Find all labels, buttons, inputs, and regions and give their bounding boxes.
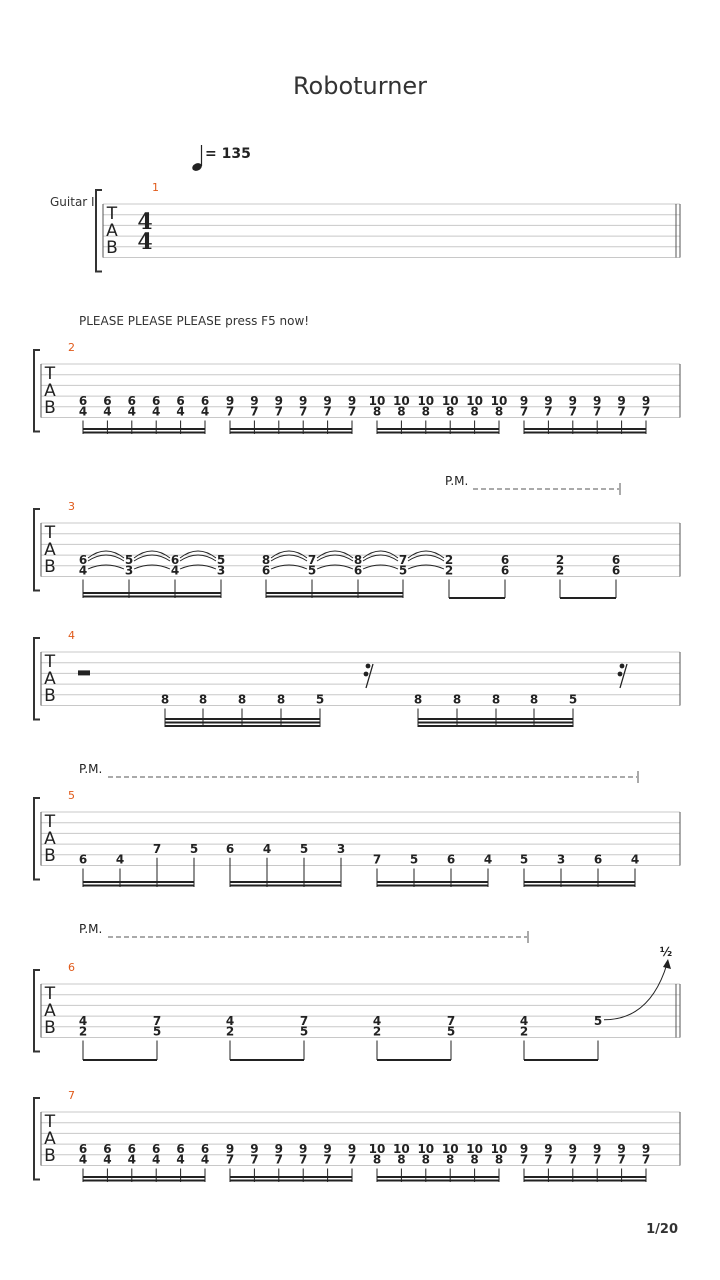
tab-clef-letter: T [106, 204, 118, 224]
fret-number: 6 [593, 852, 603, 867]
fret-number: 7 [274, 1152, 283, 1167]
fret-number: 8 [421, 404, 430, 419]
fret-number: 5 [446, 1024, 456, 1039]
fret-number: 2 [444, 552, 454, 567]
staff-bracket [96, 190, 102, 272]
fret-number: 8 [494, 1152, 504, 1167]
page-indicator: 1/20 [646, 1222, 678, 1237]
tempo-marking: = 135 [205, 146, 251, 162]
tab-clef-letter: B [44, 846, 56, 866]
fret-number: 9 [299, 1141, 308, 1156]
fret-number: 8 [413, 692, 423, 707]
slur-arc [363, 551, 398, 558]
fret-number: 7 [641, 404, 651, 419]
fret-number: 10 [441, 1141, 459, 1156]
tab-clef-letter: B [44, 557, 56, 577]
measure-number: 1 [152, 181, 159, 194]
fret-number: 8 [494, 404, 504, 419]
fret-number: 9 [250, 1141, 259, 1156]
fret-number: 7 [593, 1152, 602, 1167]
sixteenth-rest-icon [618, 672, 623, 677]
slur-arc [88, 555, 124, 561]
palm-mute-label: P.M. [79, 922, 103, 936]
fret-number: 6 [127, 1141, 136, 1156]
fret-number: 7 [299, 1152, 308, 1167]
fret-number: 8 [421, 1152, 430, 1167]
fret-number: 6 [611, 563, 621, 578]
fret-number: 7 [519, 404, 529, 419]
quarter-note-icon [191, 145, 203, 172]
fret-number: 9 [641, 1141, 651, 1156]
staff-bracket [34, 350, 40, 432]
fret-number: 7 [225, 1152, 235, 1167]
measure-number: 6 [68, 961, 75, 974]
tab-clef-letter: B [44, 1146, 56, 1166]
fret-number: 4 [630, 852, 640, 867]
tab-clef-letter: A [44, 1129, 56, 1149]
fret-number: 4 [200, 404, 210, 419]
fret-number: 10 [490, 393, 508, 408]
tab-clef-letter: B [44, 1018, 56, 1038]
fret-number: 8 [372, 1152, 382, 1167]
slur-arc [363, 555, 398, 561]
tab-clef-letter: T [44, 523, 56, 543]
fret-number: 7 [519, 1152, 529, 1167]
fret-number: 10 [466, 393, 483, 408]
measure-number: 4 [68, 629, 75, 642]
bend-arrow-icon [663, 959, 671, 969]
fret-number: 9 [519, 1141, 529, 1156]
fret-number: 8 [276, 692, 286, 707]
slur-arc [180, 551, 216, 558]
fret-number: 4 [127, 1152, 136, 1167]
slur-arc [317, 551, 353, 558]
fret-number: 7 [274, 404, 283, 419]
fret-number: 9 [225, 393, 235, 408]
fret-number: 9 [544, 393, 553, 408]
fret-number: 6 [353, 563, 363, 578]
slur-arc [180, 555, 216, 561]
fret-number: 4 [176, 404, 185, 419]
fret-number: 7 [347, 404, 357, 419]
fret-number: 4 [78, 1152, 88, 1167]
fret-number: 7 [323, 404, 332, 419]
fret-number: 9 [250, 393, 259, 408]
fret-number: 9 [617, 1141, 626, 1156]
tab-clef-letter: T [44, 652, 56, 672]
fret-number: 6 [78, 552, 88, 567]
fret-number: 6 [225, 841, 235, 856]
palm-mute-label: P.M. [445, 474, 469, 488]
fret-number: 8 [470, 1152, 479, 1167]
fret-number: 10 [393, 393, 410, 408]
fret-number: 4 [372, 1013, 382, 1028]
tab-clef-letter: A [44, 540, 56, 560]
fret-number: 6 [103, 393, 112, 408]
fret-number: 2 [78, 1024, 88, 1039]
fret-number: 6 [200, 1141, 210, 1156]
fret-number: 6 [78, 852, 88, 867]
fret-number: 9 [519, 393, 529, 408]
fret-number: 7 [544, 404, 553, 419]
fret-number: 5 [307, 563, 317, 578]
fret-number: 2 [555, 552, 565, 567]
fret-number: 7 [568, 1152, 577, 1167]
fret-number: 6 [127, 393, 136, 408]
staff-bracket [34, 509, 40, 591]
staff-bracket [34, 1098, 40, 1180]
fret-number: 8 [470, 404, 479, 419]
measure-number: 7 [68, 1089, 75, 1102]
tab-clef-letter: A [106, 221, 118, 241]
fret-number: 10 [490, 1141, 508, 1156]
fret-number: 7 [299, 1013, 309, 1028]
slur-arc [134, 551, 170, 558]
tab-clef-letter: T [44, 364, 56, 384]
fret-number: 7 [323, 1152, 332, 1167]
instrument-label: Guitar I [50, 195, 95, 209]
tab-clef-letter: T [44, 812, 56, 832]
fret-number: 9 [225, 1141, 235, 1156]
fret-number: 9 [568, 1141, 577, 1156]
fret-number: 10 [368, 1141, 386, 1156]
fret-number: 7 [307, 552, 317, 567]
tab-clef-letter: B [106, 238, 118, 258]
fret-number: 5 [124, 552, 134, 567]
fret-number: 2 [519, 1024, 529, 1039]
fret-number: 7 [617, 1152, 626, 1167]
fret-number: 4 [152, 404, 161, 419]
fret-number: 6 [446, 852, 456, 867]
bend-amount: ½ [659, 945, 673, 959]
tab-clef-letter: A [44, 381, 56, 401]
fret-number: 9 [274, 393, 283, 408]
fret-number: 10 [441, 393, 459, 408]
fret-number: 3 [556, 852, 566, 867]
fret-number: 6 [500, 552, 510, 567]
fret-number: 9 [617, 393, 626, 408]
fret-number: 6 [176, 393, 185, 408]
tab-clef-letter: A [44, 669, 56, 689]
slur-arc [271, 551, 307, 558]
fret-number: 6 [170, 552, 180, 567]
fret-number: 4 [152, 1152, 161, 1167]
fret-number: 3 [124, 563, 134, 578]
fret-number: 8 [491, 692, 501, 707]
fret-number: 9 [593, 393, 602, 408]
fret-number: 10 [368, 393, 386, 408]
fret-number: 6 [152, 393, 161, 408]
fret-number: 8 [446, 404, 455, 419]
fret-number: 8 [160, 692, 170, 707]
fret-number: 9 [347, 1141, 357, 1156]
fret-number: 10 [466, 1141, 483, 1156]
fret-number: 4 [103, 1152, 112, 1167]
time-signature-number: 4 [137, 209, 153, 235]
fret-number: 6 [152, 1141, 161, 1156]
measure-number: 2 [68, 341, 75, 354]
song-title: Roboturner [292, 72, 428, 100]
fret-number: 8 [353, 552, 363, 567]
fret-number: 9 [274, 1141, 283, 1156]
fret-number: 6 [261, 563, 271, 578]
sixteenth-rest-icon [366, 664, 371, 669]
tab-clef-letter: B [44, 686, 56, 706]
fret-number: 9 [568, 393, 577, 408]
fret-number: 6 [611, 552, 621, 567]
fret-number: 5 [409, 852, 419, 867]
fret-number: 7 [152, 1013, 162, 1028]
fret-number: 6 [176, 1141, 185, 1156]
staff-bracket [34, 970, 40, 1052]
fret-number: 4 [170, 563, 180, 578]
fret-number: 7 [372, 852, 382, 867]
fret-number: 8 [237, 692, 247, 707]
fret-number: 8 [452, 692, 462, 707]
time-signature-number: 4 [137, 229, 153, 255]
fret-number: 8 [372, 404, 382, 419]
fret-number: 4 [519, 1013, 529, 1028]
fret-number: 7 [225, 404, 235, 419]
fret-number: 6 [78, 393, 88, 408]
fret-number: 2 [225, 1024, 235, 1039]
slur-arc [134, 555, 170, 561]
fret-number: 6 [500, 563, 510, 578]
fret-number: 8 [397, 1152, 406, 1167]
fret-number: 5 [593, 1013, 603, 1028]
tab-clef-letter: T [44, 1112, 56, 1132]
measure-number: 3 [68, 500, 75, 513]
fret-number: 8 [198, 692, 208, 707]
fret-number: 3 [216, 563, 226, 578]
fret-number: 7 [347, 1152, 357, 1167]
fret-number: 7 [250, 1152, 259, 1167]
slur-arc [408, 551, 444, 558]
fret-number: 5 [299, 1024, 309, 1039]
fret-number: 10 [417, 393, 435, 408]
bend-curve [604, 964, 667, 1020]
fret-number: 5 [152, 1024, 162, 1039]
fret-number: 7 [398, 552, 408, 567]
fret-number: 10 [393, 1141, 410, 1156]
fret-number: 9 [641, 393, 651, 408]
fret-number: 2 [444, 563, 454, 578]
fret-number: 4 [262, 841, 272, 856]
fret-number: 7 [250, 404, 259, 419]
slur-arc [408, 555, 444, 561]
fret-number: 5 [315, 692, 325, 707]
fret-number: 7 [299, 404, 308, 419]
fret-number: 6 [200, 393, 210, 408]
slur-arc [317, 555, 353, 561]
fret-number: 7 [593, 404, 602, 419]
fret-number: 7 [152, 841, 162, 856]
fret-number: 4 [78, 563, 88, 578]
tab-clef-letter: A [44, 1001, 56, 1021]
fret-number: 4 [115, 852, 125, 867]
measure-number: 5 [68, 789, 75, 802]
fret-number: 4 [78, 404, 88, 419]
sixteenth-rest-icon [620, 664, 625, 669]
fret-number: 8 [261, 552, 271, 567]
fret-number: 8 [397, 404, 406, 419]
fret-number: 7 [446, 1013, 456, 1028]
fret-number: 2 [372, 1024, 382, 1039]
fret-number: 5 [398, 563, 408, 578]
fret-number: 8 [446, 1152, 455, 1167]
fret-number: 5 [519, 852, 529, 867]
fret-number: 7 [641, 1152, 651, 1167]
fret-number: 4 [176, 1152, 185, 1167]
slur-arc [88, 551, 124, 558]
fret-number: 4 [483, 852, 493, 867]
fret-number: 6 [103, 1141, 112, 1156]
fret-number: 4 [127, 404, 136, 419]
text-annotation: PLEASE PLEASE PLEASE press F5 now! [79, 314, 310, 328]
fret-number: 4 [78, 1013, 88, 1028]
palm-mute-label: P.M. [79, 762, 103, 776]
tab-clef-letter: B [44, 398, 56, 418]
fret-number: 6 [78, 1141, 88, 1156]
tab-clef-letter: A [44, 829, 56, 849]
fret-number: 9 [299, 393, 308, 408]
fret-number: 7 [617, 404, 626, 419]
fret-number: 10 [417, 1141, 435, 1156]
staff-bracket [34, 798, 40, 880]
fret-number: 7 [544, 1152, 553, 1167]
fret-number: 5 [216, 552, 226, 567]
fret-number: 9 [323, 1141, 332, 1156]
staff-bracket [34, 638, 40, 720]
fret-number: 3 [336, 841, 346, 856]
fret-number: 5 [568, 692, 578, 707]
fret-number: 5 [299, 841, 309, 856]
slur-arc [271, 555, 307, 561]
fret-number: 9 [593, 1141, 602, 1156]
fret-number: 9 [347, 393, 357, 408]
fret-number: 9 [544, 1141, 553, 1156]
half-rest-icon [78, 670, 90, 675]
fret-number: 8 [529, 692, 539, 707]
fret-number: 4 [103, 404, 112, 419]
fret-number: 4 [225, 1013, 235, 1028]
fret-number: 5 [189, 841, 199, 856]
fret-number: 2 [555, 563, 565, 578]
sixteenth-rest-icon [364, 672, 369, 677]
fret-number: 4 [200, 1152, 210, 1167]
tab-clef-letter: T [44, 984, 56, 1004]
fret-number: 7 [568, 404, 577, 419]
fret-number: 9 [323, 393, 332, 408]
